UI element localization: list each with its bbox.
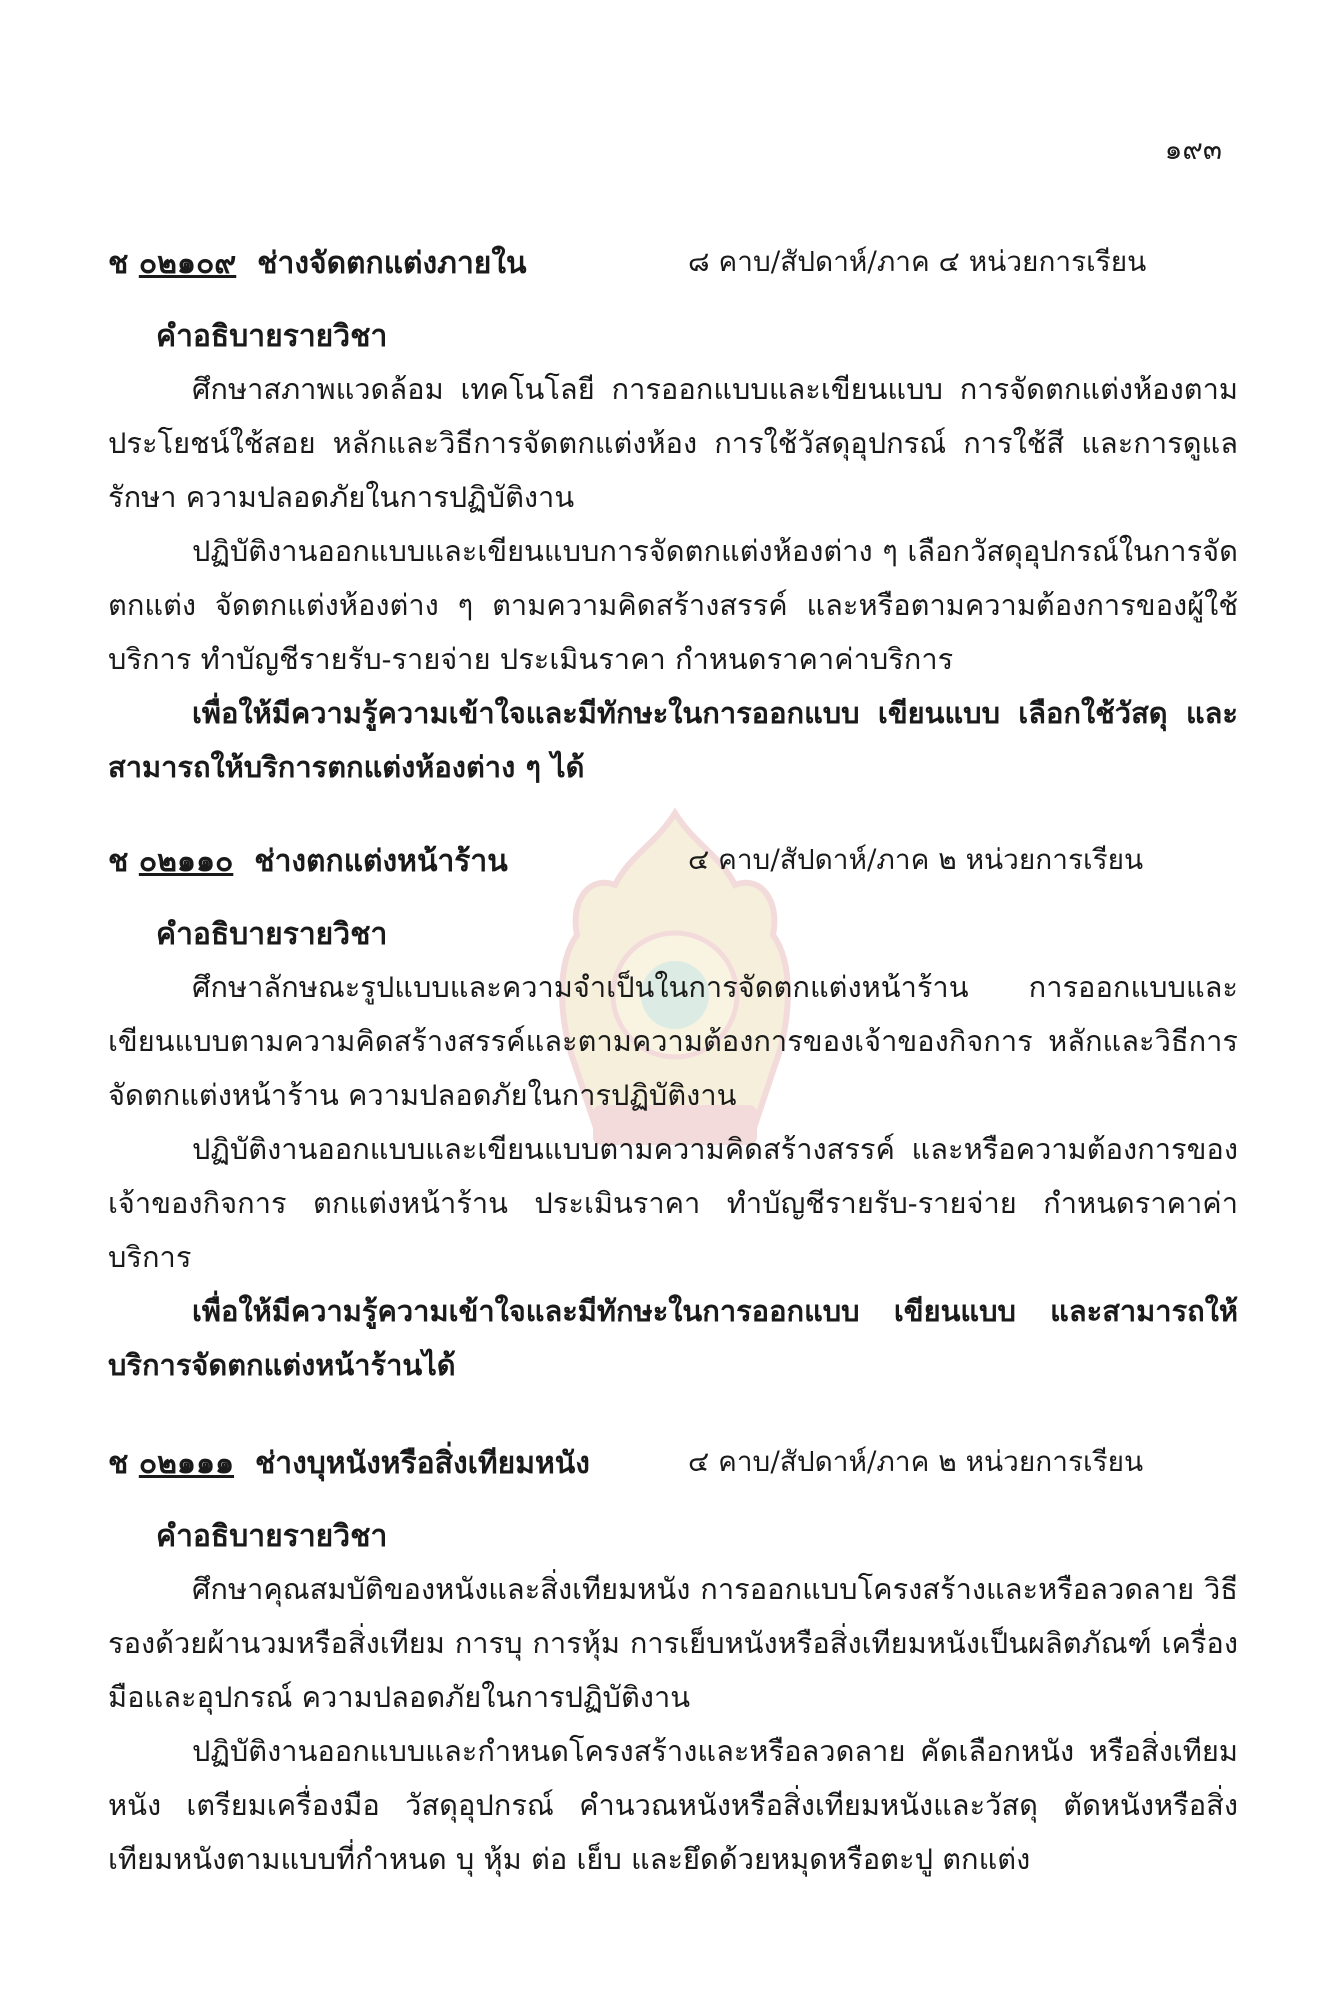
course-name: ช่างจัดตกแต่งภายใน bbox=[257, 246, 527, 281]
objective-paragraph: เพื่อให้มีความรู้ความเข้าใจและมีทักษะในการออกแบบ เขียนแบบ และสามารถให้บริการจัดตกแต่งหน้าร้านได้ bbox=[108, 1294, 1238, 1382]
course-code: ช ๐๒๑๑๐ ช่างตกแต่งหน้าร้าน bbox=[108, 844, 508, 879]
description-paragraph: ศึกษาลักษณะรูปแบบและความจำเป็นในการจัดตกแต่งหน้าร้าน การออกแบบและเขียนแบบตามความคิดสร้างสรรค์และตามความต้องการของเจ้าของกิจการ หลักและวิธีการจัดตกแต่งหน้าร้าน ความปลอดภัยในการปฏิบัติงาน bbox=[108, 970, 1238, 1112]
course-name: ช่างตกแต่งหน้าร้าน bbox=[254, 844, 508, 879]
course-heading bbox=[108, 240, 1238, 284]
course-code: ช ๐๒๑๐๙ ช่างจัดตกแต่งภายใน bbox=[108, 246, 527, 281]
page-number: ๑๙๓ bbox=[1164, 133, 1222, 166]
course-hours: ๔ คาบ/สัปดาห์/ภาค ๒ หน่วยการเรียน bbox=[688, 1445, 1144, 1478]
course-heading bbox=[108, 838, 1238, 882]
course-name: ช่างบุหนังหรือสิ่งเทียมหนัง bbox=[254, 1446, 590, 1481]
practice-paragraph: ปฏิบัติงานออกแบบและเขียนแบบตามความคิดสร้างสรรค์ และหรือความต้องการของเจ้าของกิจการ ตกแต่งหน้าร้าน ประเมินราคา ทำบัญชีรายรับ-รายจ่าย กำหนดราคาค่าบริการ bbox=[108, 1132, 1238, 1274]
description-label: คำอธิบายรายวิชา bbox=[156, 319, 388, 354]
course-heading bbox=[108, 1440, 1238, 1484]
description-paragraph: ศึกษาคุณสมบัติของหนังและสิ่งเทียมหนัง การออกแบบโครงสร้างและหรือลวดลาย วิธีรองด้วยผ้านวมหรือสิ่งเทียม การบุ การหุ้ม การเย็บหนังหรือสิ่งเทียมหนังเป็นผลิตภัณฑ์ เครื่องมือและอุปกรณ์ ความปลอดภัยในการปฏิบัติงาน bbox=[108, 1572, 1238, 1714]
practice-paragraph: ปฏิบัติงานออกแบบและกำหนดโครงสร้างและหรือลวดลาย คัดเลือกหนัง หรือสิ่งเทียมหนัง เตรียมเครื่องมือ วัสดุอุปกรณ์ คำนวณหนังหรือสิ่งเทียมหนังและวัสดุ ตัดหนังหรือสิ่งเทียมหนังตามแบบที่กำหนด บุ หุ้ม ต่อ เย็บ และยึดด้วยหมุดหรือตะปู ตกแต่ง bbox=[108, 1734, 1238, 1876]
course-hours: ๔ คาบ/สัปดาห์/ภาค ๒ หน่วยการเรียน bbox=[688, 843, 1144, 876]
course-section bbox=[108, 1440, 1238, 1886]
practice-paragraph: ปฏิบัติงานออกแบบและเขียนแบบการจัดตกแต่งห้องต่าง ๆ เลือกวัสดุอุปกรณ์ในการจัดตกแต่ง จัดตกแต่งห้องต่าง ๆ ตามความคิดสร้างสรรค์ และหรือตามความต้องการของผู้ใช้บริการ ทำบัญชีรายรับ-รายจ่าย ประเมินราคา กำหนดราคาค่าบริการ bbox=[108, 534, 1238, 676]
course-hours: ๘ คาบ/สัปดาห์/ภาค ๔ หน่วยการเรียน bbox=[688, 245, 1147, 278]
course-code: ช ๐๒๑๑๑ ช่างบุหนังหรือสิ่งเทียมหนัง bbox=[108, 1446, 590, 1481]
course-section bbox=[108, 838, 1238, 1392]
course-section bbox=[108, 240, 1238, 794]
description-label: คำอธิบายรายวิชา bbox=[156, 1519, 388, 1554]
objective-paragraph: เพื่อให้มีความรู้ความเข้าใจและมีทักษะในการออกแบบ เขียนแบบ เลือกใช้วัสดุ และสามารถให้บริการตกแต่งห้องต่าง ๆ ได้ bbox=[108, 696, 1238, 784]
description-label: คำอธิบายรายวิชา bbox=[156, 917, 388, 952]
description-paragraph: ศึกษาสภาพแวดล้อม เทคโนโลยี การออกแบบและเขียนแบบ การจัดตกแต่งห้องตามประโยชน์ใช้สอย หลักและวิธีการจัดตกแต่งห้อง การใช้วัสดุอุปกรณ์ การใช้สี และการดูแลรักษา ความปลอดภัยในการปฏิบัติงาน bbox=[108, 372, 1238, 514]
